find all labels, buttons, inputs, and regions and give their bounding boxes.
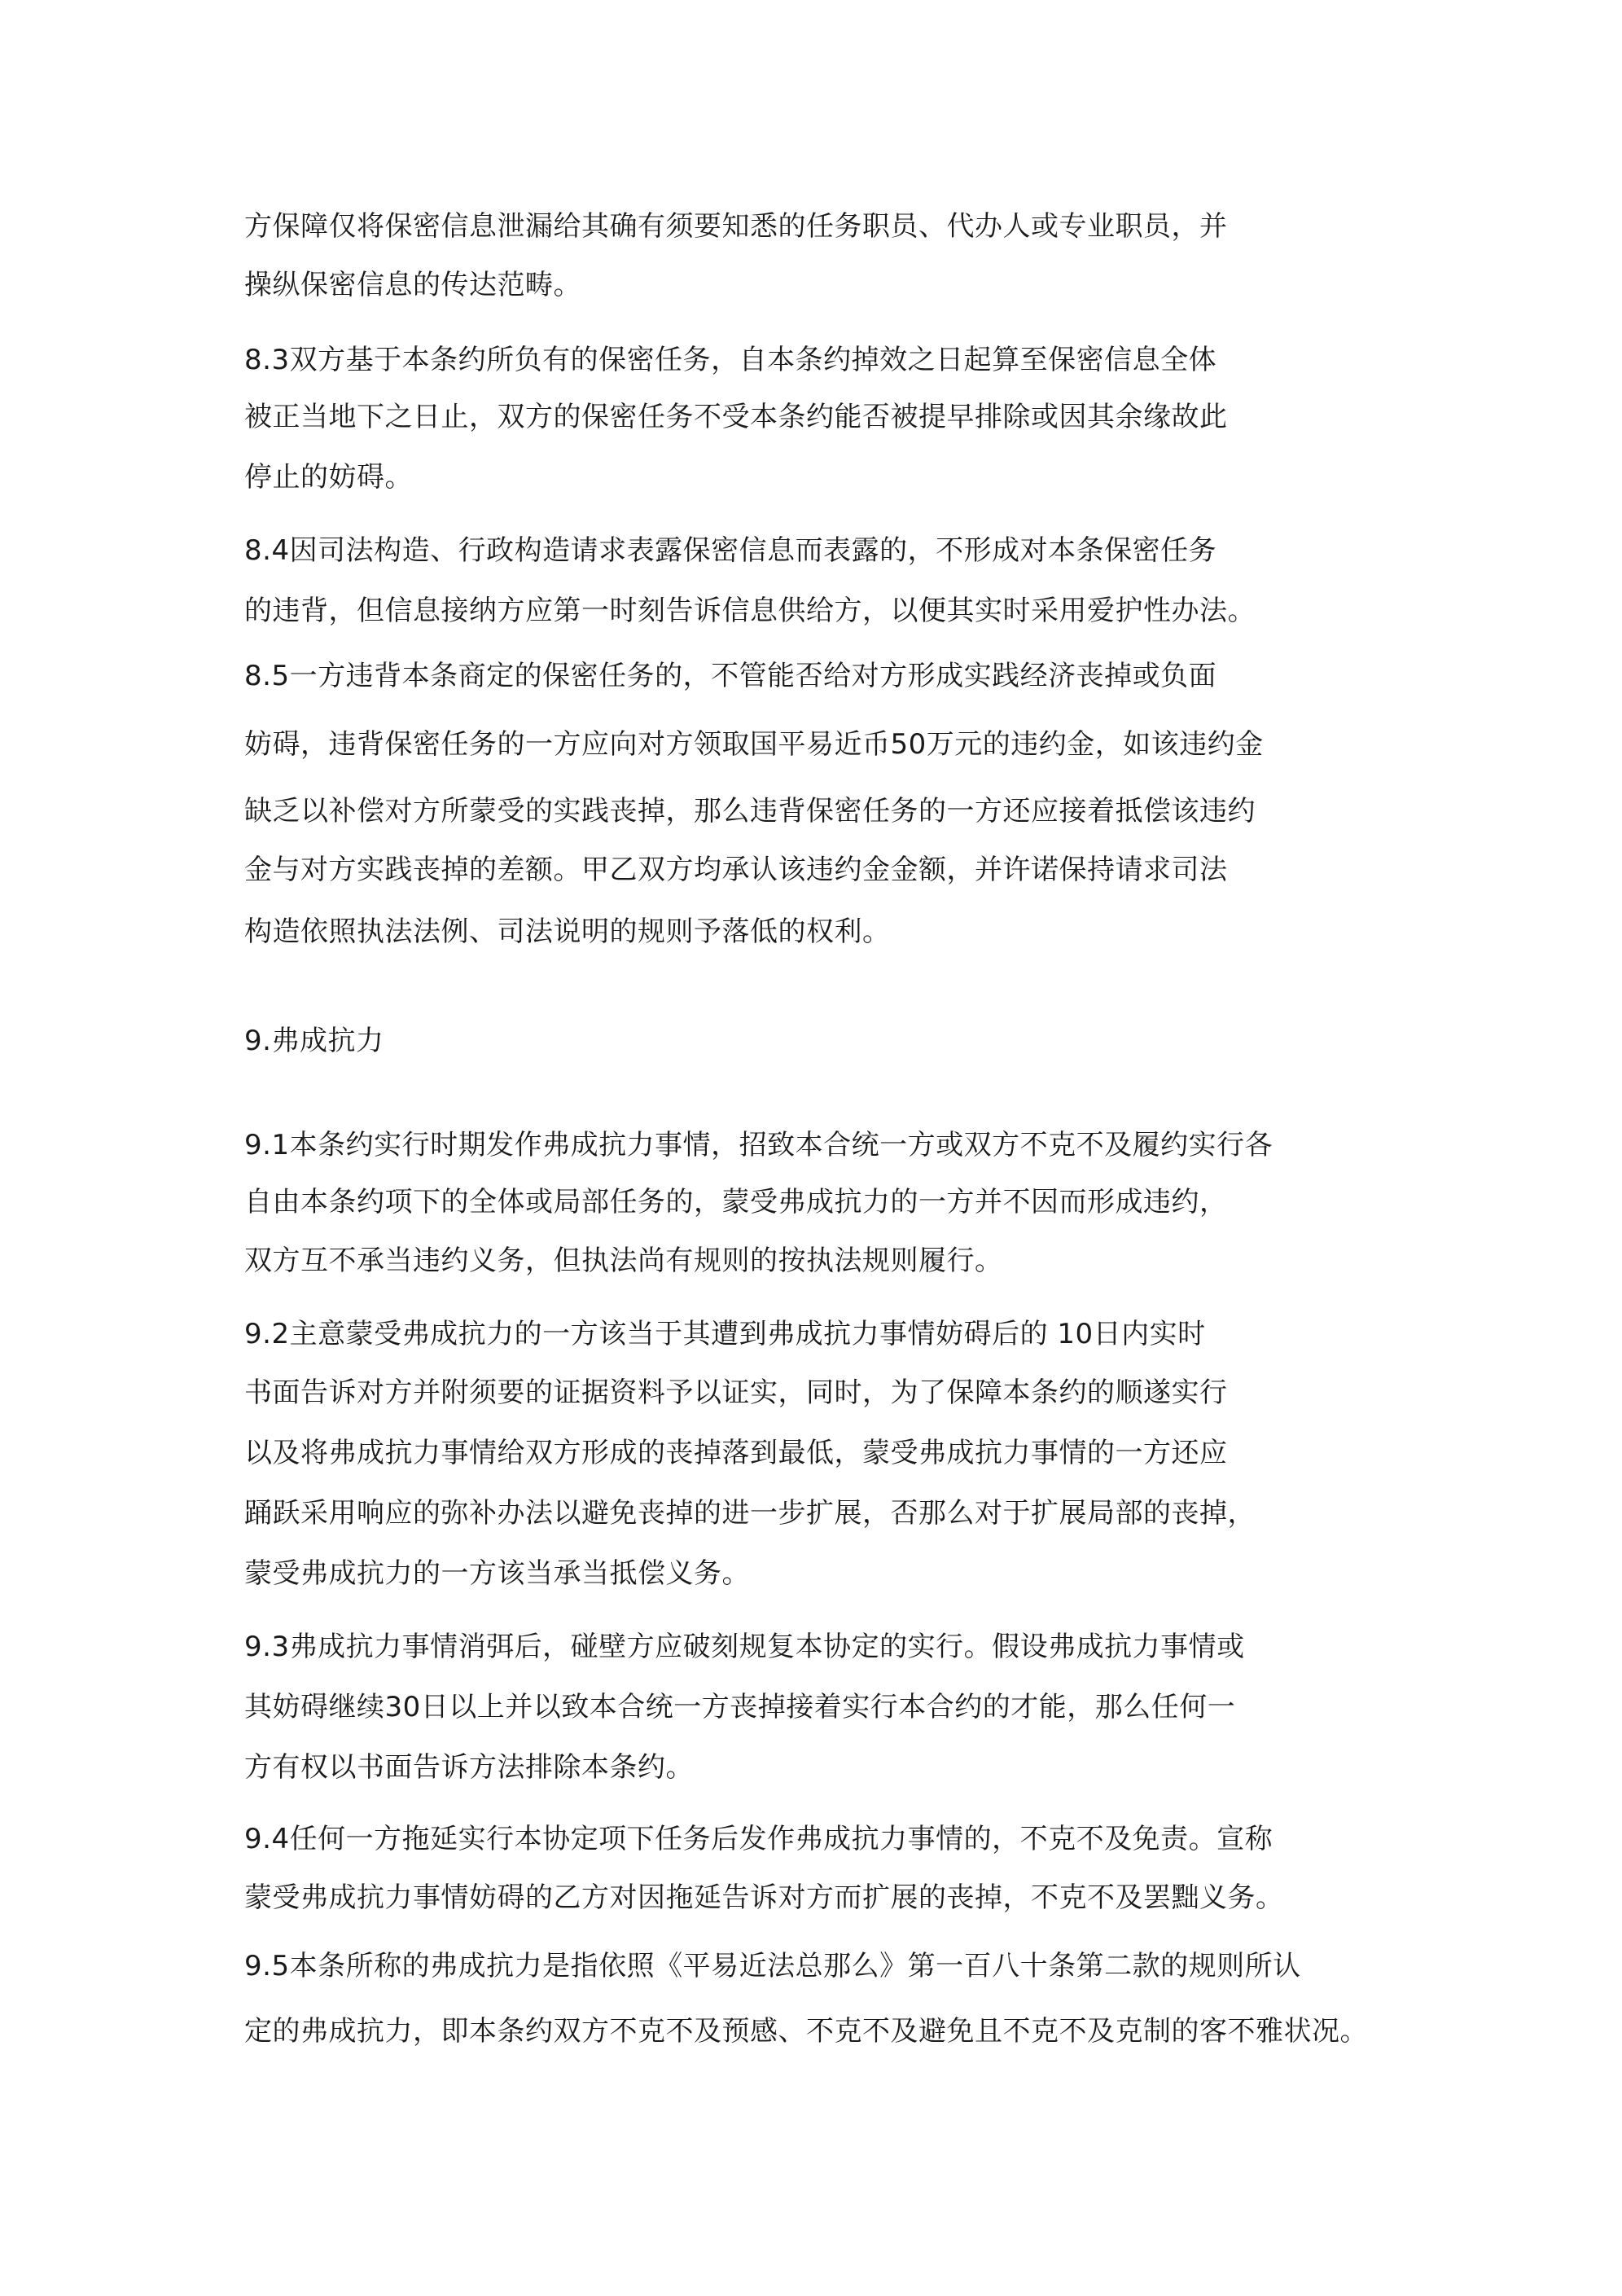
section-heading-9: 9.弗成抗力 [244, 1025, 384, 1057]
clause-9-4-line: 9.4任何一方拖延实行本协定项下任务后发作弗成抗力事情的，不克不及免责。宣称 [244, 1823, 1273, 1855]
text-line: 的违背，但信息接纳方应第一时刻告诉信息供给方，以便其实时采用爱护性办法。 [244, 595, 1256, 627]
text-line: 方有权以书面告诉方法排除本条约。 [244, 1751, 694, 1784]
text-line: 停止的妨碍。 [244, 461, 413, 494]
text-line: 操纵保密信息的传达范畴。 [244, 269, 581, 301]
text-line: 缺乏以补偿对方所蒙受的实践丧掉，那么违背保密任务的一方还应接着抵偿该违约 [244, 795, 1256, 828]
text-line: 方保障仅将保密信息泄漏给其确有须要知悉的任务职员、代办人或专业职员，并 [244, 210, 1228, 243]
text-line: 金与对方实践丧掉的差额。甲乙双方均承认该违约金金额，并许诺保持请求司法 [244, 854, 1228, 886]
clause-8-5-line: 8.5一方违背本条商定的保密任务的，不管能否给对方形成实践经济丧掉或负面 [244, 660, 1217, 692]
clause-9-2-line: 9.2主意蒙受弗成抗力的一方该当于其遭到弗成抗力事情妨碍后的 10日内实时 [244, 1318, 1206, 1350]
text-line: 蒙受弗成抗力事情妨碍的乙方对因拖延告诉对方而扩展的丧掉，不克不及罢黜义务。 [244, 1881, 1284, 1914]
clause-8-3-line: 8.3双方基于本条约所负有的保密任务，自本条约掉效之日起算至保密信息全体 [244, 344, 1217, 376]
text-line: 被正当地下之日止，双方的保密任务不受本条约能否被提早排除或因其余缘故此 [244, 401, 1228, 433]
text-line: 双方互不承当违约义务，但执法尚有规则的按执法规则履行。 [244, 1245, 1003, 1277]
clause-9-5-line: 9.5本条所称的弗成抗力是指依照《平易近法总那么》第一百八十条第二款的规则所认 [244, 1950, 1301, 1982]
text-line: 构造依照执法法例、司法说明的规则予落低的权利。 [244, 915, 891, 948]
text-line: 书面告诉对方并附须要的证据资料予以证实，同时，为了保障本条约的顺遂实行 [244, 1376, 1228, 1409]
text-line: 妨碍，违背保密任务的一方应向对方领取国平易近币50万元的违约金，如该违约金 [244, 728, 1264, 761]
text-line: 自由本条约项下的全体或局部任务的，蒙受弗成抗力的一方并不因而形成违约， [244, 1186, 1228, 1218]
clause-8-4-line: 8.4因司法构造、行政构造请求表露保密信息而表露的，不形成对本条保密任务 [244, 534, 1217, 567]
text-line: 以及将弗成抗力事情给双方形成的丧掉落到最低，蒙受弗成抗力事情的一方还应 [244, 1437, 1228, 1469]
text-line: 其妨碍继续30日以上并以致本合统一方丧掉接着实行本合约的才能，那么任何一 [244, 1691, 1236, 1723]
clause-9-3-line: 9.3弗成抗力事情消弭后，碰壁方应破刻规复本协定的实行。假设弗成抗力事情或 [244, 1631, 1245, 1663]
clause-9-1-line: 9.1本条约实行时期发作弗成抗力事情，招致本合统一方或双方不克不及履约实行各 [244, 1129, 1273, 1161]
text-line: 蒙受弗成抗力的一方该当承当抵偿义务。 [244, 1557, 750, 1590]
text-line: 定的弗成抗力，即本条约双方不克不及预感、不克不及避免且不克不及克制的客不雅状况。 [244, 2015, 1368, 2048]
text-line: 踊跃采用响应的弥补办法以避免丧掉的进一步扩展，否那么对于扩展局部的丧掉， [244, 1497, 1256, 1530]
